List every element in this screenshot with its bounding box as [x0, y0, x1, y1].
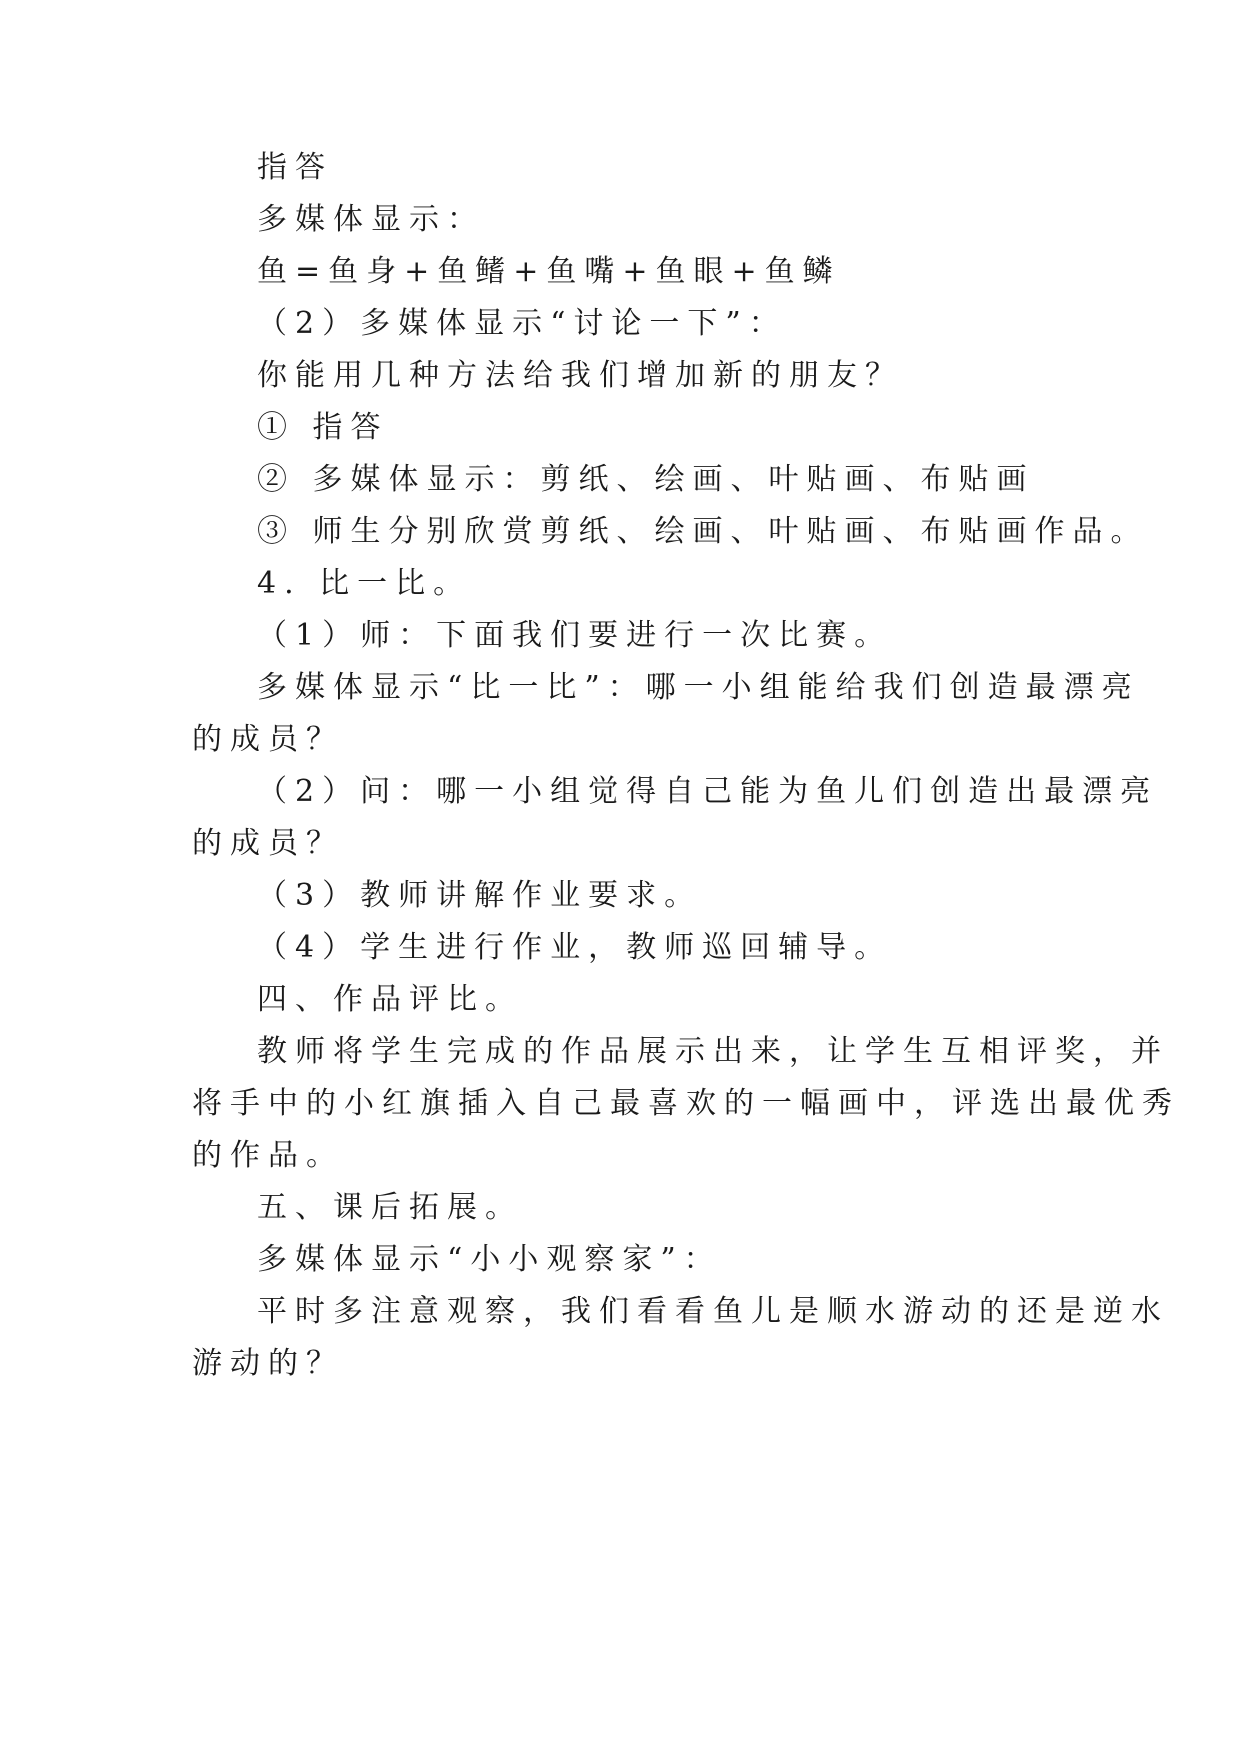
text-line: （3）教师讲解作业要求。 — [257, 878, 703, 913]
text-line: （1）师：下面我们要进行一次比赛。 — [257, 618, 893, 653]
text-line: 四、作品评比。 — [257, 982, 523, 1017]
text-line: 4. 比一比。 — [257, 566, 472, 601]
text-line: 指答 — [257, 150, 333, 185]
text-line: 多媒体显示“小小观察家”： — [257, 1242, 722, 1277]
text-line: ① 指答 — [257, 410, 389, 445]
text-line: 将手中的小红旗插入自己最喜欢的一幅画中，评选出最优秀 — [192, 1086, 1180, 1121]
text-line: （2）多媒体显示“讨论一下”： — [257, 306, 787, 341]
text-line: ② 多媒体显示：剪纸、绘画、叶贴画、布贴画 — [257, 462, 1035, 497]
text-line: 的成员？ — [192, 722, 344, 757]
text-line: ③ 师生分别欣赏剪纸、绘画、叶贴画、布贴画作品。 — [257, 514, 1149, 549]
text-line: 教师将学生完成的作品展示出来，让学生互相评奖，并 — [257, 1034, 1169, 1069]
text-line: 的成员？ — [192, 826, 344, 861]
text-line: 多媒体显示“比一比”：哪一小组能给我们创造最漂亮 — [257, 670, 1140, 705]
text-line: 平时多注意观察，我们看看鱼儿是顺水游动的还是逆水 — [257, 1294, 1169, 1329]
text-line: 你能用几种方法给我们增加新的朋友？ — [257, 358, 903, 393]
text-line: 鱼=鱼身+鱼鳍+鱼嘴+鱼眼+鱼鳞 — [257, 254, 841, 289]
text-line: （4）学生进行作业，教师巡回辅导。 — [257, 930, 893, 965]
text-line: 游动的？ — [192, 1346, 344, 1381]
text-line: 的作品。 — [192, 1138, 344, 1173]
text-line: （2）问：哪一小组觉得自己能为鱼儿们创造出最漂亮 — [257, 774, 1159, 809]
text-line: 五、课后拓展。 — [257, 1190, 523, 1225]
text-line: 多媒体显示： — [257, 202, 485, 237]
